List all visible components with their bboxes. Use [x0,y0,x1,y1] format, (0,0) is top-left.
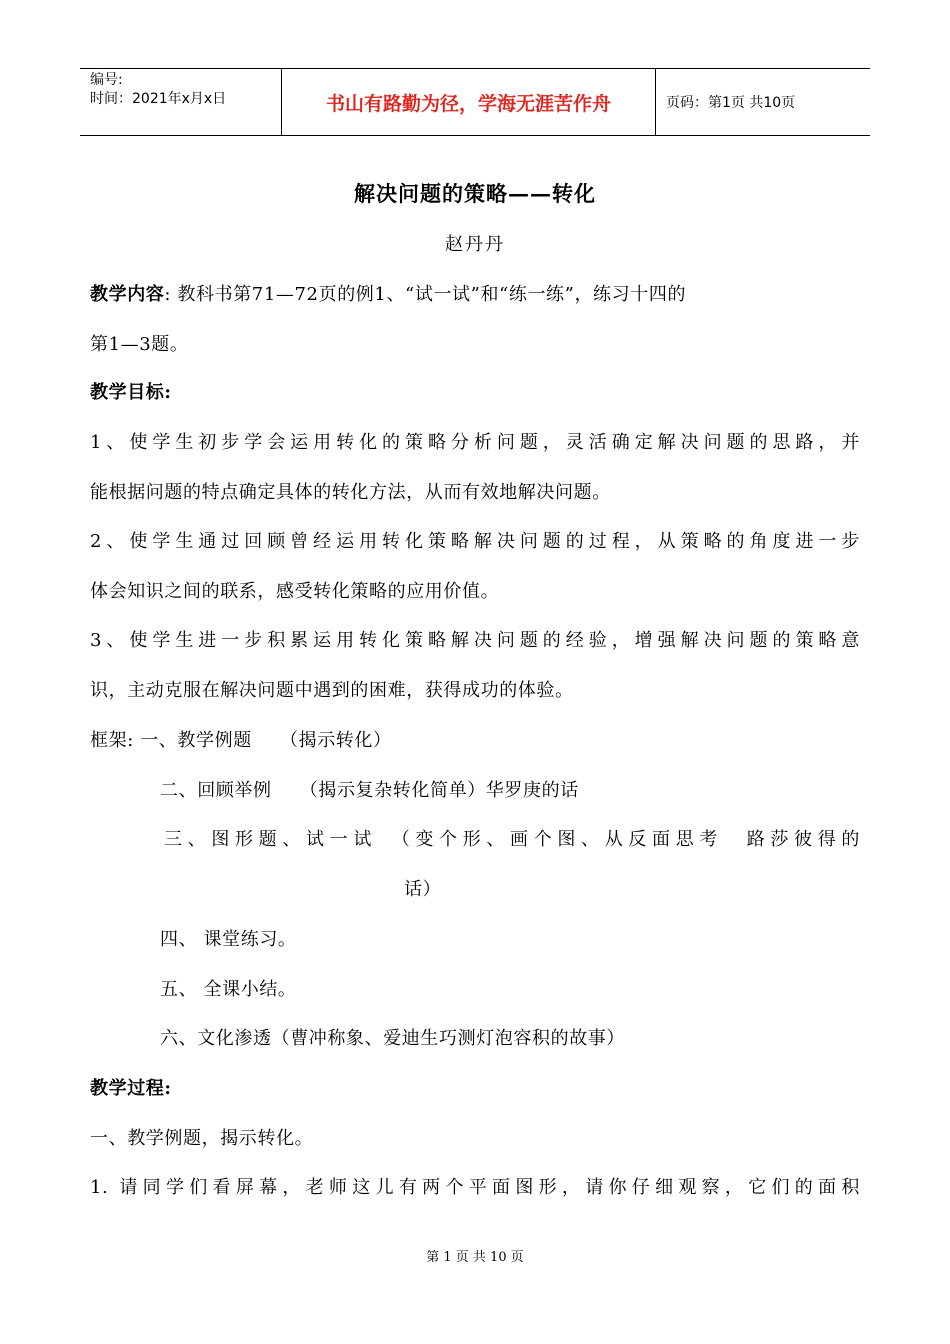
doc-time-label: 时间：2021年x月x日 [90,91,227,107]
process-step-1: 一、教学例题，揭示转化。 [90,1128,314,1149]
goal-3-line-2: 识，主动克服在解决问题中遇到的困难，获得成功的体验。 [90,680,574,701]
framework-item-3-line-1: 三、图形题、试一试 （变个形、画个图、从反面思考 路莎彼得的 [164,829,860,850]
framework-label: 框架: [90,730,134,751]
framework-item-6: 六、文化渗透（曹冲称象、爱迪生巧测灯泡容积的故事） [160,1028,625,1049]
framework-item-1: 一、教学例题 （揭示转化） [140,730,392,751]
teaching-content-label: 教学内容 [90,284,165,305]
teaching-content-line [90,283,860,307]
header-motto: 书山有路勤为径，学海无涯苦作舟 [282,69,656,135]
header-table [80,68,870,136]
teaching-content-line-2: 第1—3题。 [90,334,189,355]
framework-item-2: 二、回顾举例 （揭示复杂转化简单）华罗庚的话 [160,780,579,801]
page-footer: 第 1 页 共 10 页 [426,1250,524,1265]
teaching-goals-heading: 教学目标: [90,382,172,403]
document-title: 解决问题的策略——转化 [354,181,596,206]
goal-2-line-2: 体会知识之间的联系，感受转化策略的应用价值。 [90,581,500,602]
goal-2-line-1: 2、使学生通过回顾曾经运用转化策略解决问题的过程，从策略的角度进一步 [90,531,860,552]
document-author: 赵丹丹 [445,234,505,255]
doc-number-label: 编号: [90,72,123,88]
process-step-1-item-1: 1. 请同学们看屏幕，老师这儿有两个平面图形，请你仔细观察，它们的面积 [90,1177,860,1198]
framework-item-5: 五、 全课小结。 [160,979,297,1000]
header-page-info: 页码：第1页 共10页 [666,95,796,111]
framework-item-4: 四、 课堂练习。 [160,929,297,950]
framework-line-1 [90,729,860,753]
framework-item-3-line-2: 话） [404,879,442,900]
header-meta-cell [80,69,282,135]
teaching-process-heading: 教学过程: [90,1078,172,1099]
teaching-content-text: : 教科书第71—72页的例1、“试一试”和“练一练”，练习十四的 [164,284,687,305]
goal-3-line-1: 3、使学生进一步积累运用转化策略解决问题的经验，增强解决问题的策略意 [90,630,860,651]
goal-1-line-1: 1、使学生初步学会运用转化的策略分析问题，灵活确定解决问题的思路，并 [90,432,860,453]
goal-1-line-2: 能根据问题的特点确定具体的转化方法，从而有效地解决问题。 [90,482,611,503]
